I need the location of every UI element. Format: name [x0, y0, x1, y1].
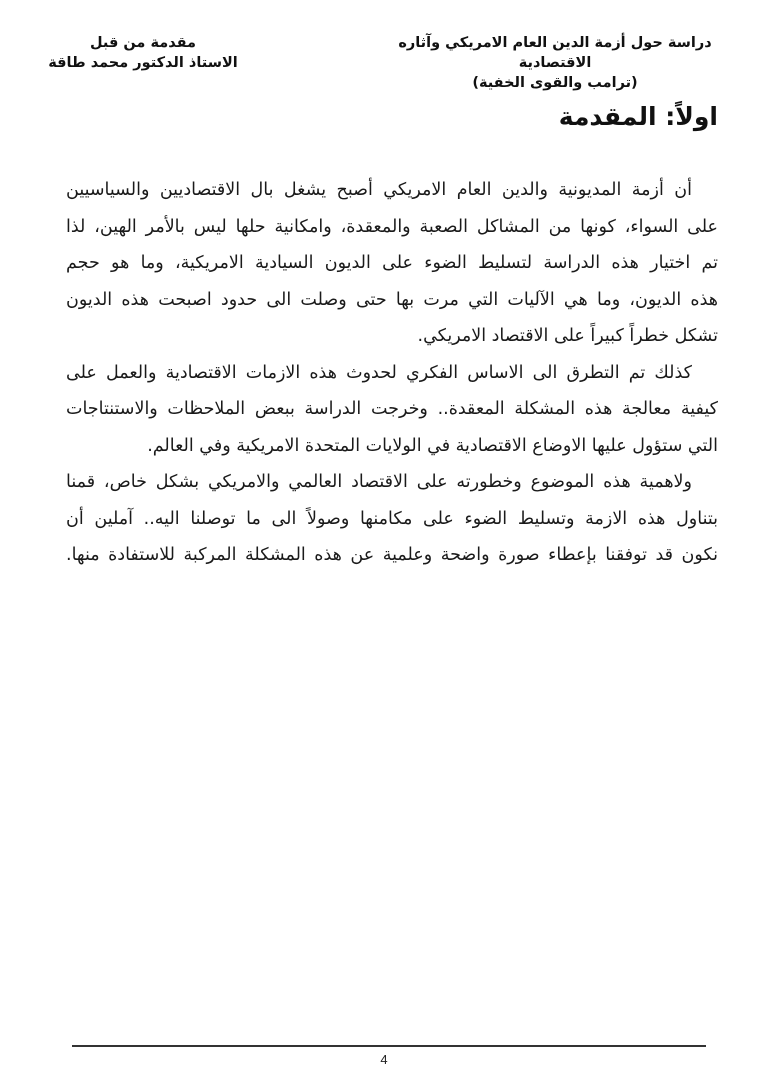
footer-divider: [72, 1045, 706, 1047]
header-title-line: دراسة حول أزمة الدين العام الامريكي وآثاره الاقتصادية: [398, 35, 712, 71]
paragraph: [66, 172, 718, 355]
text-line: كيفية معالجة هذه المشكلة المعقدة.. وخرجت الدراسة ببعض الملاحظات والاستنتاجات: [66, 399, 718, 419]
section-title: اولاً: المقدمة: [558, 102, 718, 131]
body-text: [66, 172, 718, 574]
text-line: على السواء، كونها من المشاكل الصعبة والمعقدة، وامكانية حلها ليس بالأمر الهين، لذا: [66, 216, 718, 237]
running-header-author: [48, 33, 238, 73]
header-presented-by: مقدمة من قبل: [89, 35, 197, 51]
text-line: ولاهمية هذه الموضوع وخطورته على الاقتصاد العالمي والامريكي بشكل خاص، قمنا: [66, 472, 692, 492]
header-author-name: الاستاذ الدكتور محمد طاقة: [48, 55, 238, 71]
text-line: أن أزمة المديونية والدين العام الامريكي أصبح يشغل بال الاقتصاديين والسياسيين: [66, 180, 692, 200]
text-line: التي ستؤول عليها الاوضاع الاقتصادية في الولايات المتحدة الامريكية وفي العالم.: [147, 435, 718, 456]
paragraph: [66, 355, 718, 465]
running-header-study-title: [390, 33, 720, 93]
text-line: تم اختيار هذه الدراسة لتسليط الضوء على الديون السيادية الامريكية، وما هو حجم: [66, 253, 718, 273]
text-line: تشكل خطراً كبيراً على الاقتصاد الامريكي.: [417, 326, 718, 346]
text-line: كذلك تم التطرق الى الاساس الفكري لحدوث هذه الازمات الاقتصادية والعمل على: [66, 362, 692, 383]
text-line: بتناول هذه الازمة وتسليط الضوء على مكامنها وصولاً الى ما توصلنا اليه.. آملين أن: [66, 508, 718, 529]
text-line: هذه الديون، وما هي الآليات التي مرت بها حتى وصلت الى حدود اصبحت هذه الديون: [66, 289, 718, 310]
header-subtitle-line: (ترامب والقوى الخفية): [472, 75, 638, 91]
paragraph: [66, 464, 718, 574]
page-number: 4: [380, 1052, 388, 1067]
text-line: نكون قد توفقنا بإعطاء صورة واضحة وعلمية عن هذه المشكلة المركبة للاستفادة منها.: [66, 545, 718, 565]
